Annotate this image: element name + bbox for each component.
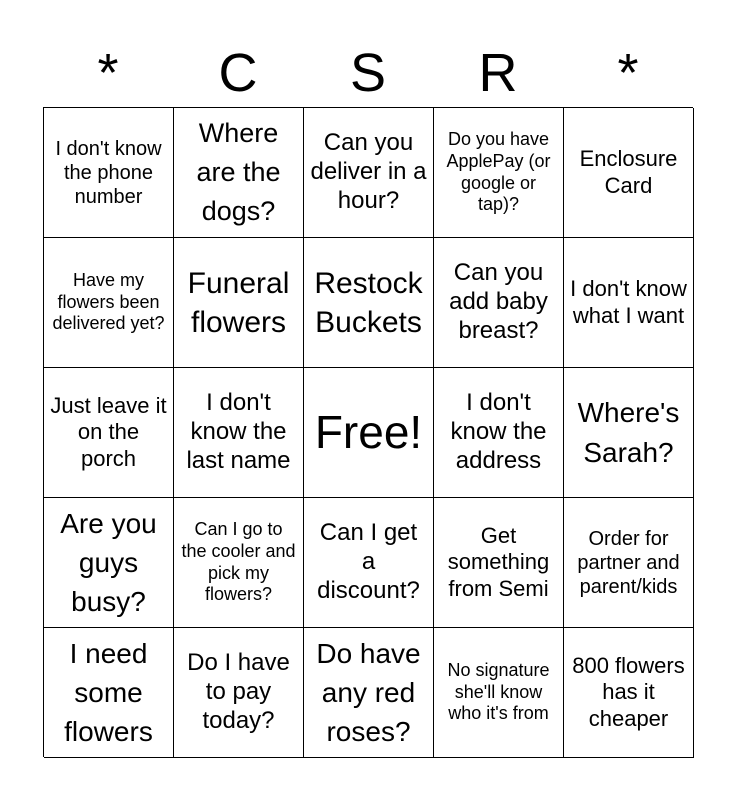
bingo-cell[interactable] (564, 238, 694, 368)
bingo-cell[interactable] (434, 498, 564, 628)
cell-text: Get something from Semi (447, 522, 550, 601)
bingo-cell[interactable] (564, 368, 694, 498)
cell-text: Are you guys busy? (60, 507, 157, 618)
free-space[interactable] (304, 368, 434, 498)
cell-text: Can I get a discount? (317, 519, 420, 604)
header-letter: * (617, 43, 639, 103)
cell-text: Enclosure Card (579, 146, 678, 198)
bingo-cell[interactable] (434, 368, 564, 498)
cell-text: Funeral flowers (187, 266, 290, 339)
bingo-cell[interactable] (44, 368, 174, 498)
bingo-cell[interactable] (174, 368, 304, 498)
bingo-cell[interactable] (434, 108, 564, 238)
bingo-cell[interactable] (304, 238, 434, 368)
bingo-cell[interactable] (564, 628, 694, 758)
header-letter: * (97, 43, 119, 103)
bingo-cell[interactable] (174, 238, 304, 368)
cell-text: Can you add baby breast? (449, 259, 548, 344)
cell-text: Restock Buckets (314, 266, 423, 339)
bingo-cell[interactable] (44, 628, 174, 758)
bingo-cell[interactable] (44, 238, 174, 368)
cell-text: Where are the dogs? (196, 117, 281, 227)
cell-text: I don't know the phone number (55, 137, 162, 208)
cell-text: I don't know the last name (186, 389, 291, 474)
cell-text: Do have any red roses? (316, 637, 421, 748)
bingo-cell[interactable] (434, 628, 564, 758)
cell-text: 800 flowers has it cheaper (572, 652, 685, 731)
bingo-header (43, 38, 693, 108)
cell-text: Do you have ApplePay (or google or tap)? (446, 129, 551, 215)
cell-text: I don't know the address (450, 389, 547, 474)
cell-text: No signature she'll know who it's from (447, 660, 550, 724)
cell-text: Do I have to pay today? (187, 649, 290, 734)
header-letter: C (218, 43, 258, 103)
bingo-cell[interactable] (174, 108, 304, 238)
bingo-cell[interactable] (564, 108, 694, 238)
bingo-board (43, 107, 693, 757)
cell-text: Free! (314, 405, 423, 458)
cell-text: Can I go to the cooler and pick my flowers? (181, 519, 296, 605)
bingo-cell[interactable] (174, 498, 304, 628)
bingo-cell[interactable] (44, 498, 174, 628)
cell-text: Can you deliver in a hour? (310, 129, 427, 214)
cell-text: Where's Sarah? (577, 397, 680, 468)
cell-text: I don't know what I want (570, 276, 687, 328)
cell-text: I need some flowers (64, 637, 153, 748)
header-letter: S (349, 43, 387, 103)
cell-text: Order for partner and parent/kids (577, 527, 680, 598)
bingo-cell[interactable] (304, 628, 434, 758)
header-letter: R (478, 43, 518, 103)
cell-text: Just leave it on the porch (50, 392, 167, 471)
bingo-cell[interactable] (44, 108, 174, 238)
bingo-cell[interactable] (304, 498, 434, 628)
bingo-cell[interactable] (304, 108, 434, 238)
bingo-cell[interactable] (564, 498, 694, 628)
bingo-cell[interactable] (434, 238, 564, 368)
cell-text: Have my flowers been delivered yet? (52, 270, 165, 334)
bingo-cell[interactable] (174, 628, 304, 758)
